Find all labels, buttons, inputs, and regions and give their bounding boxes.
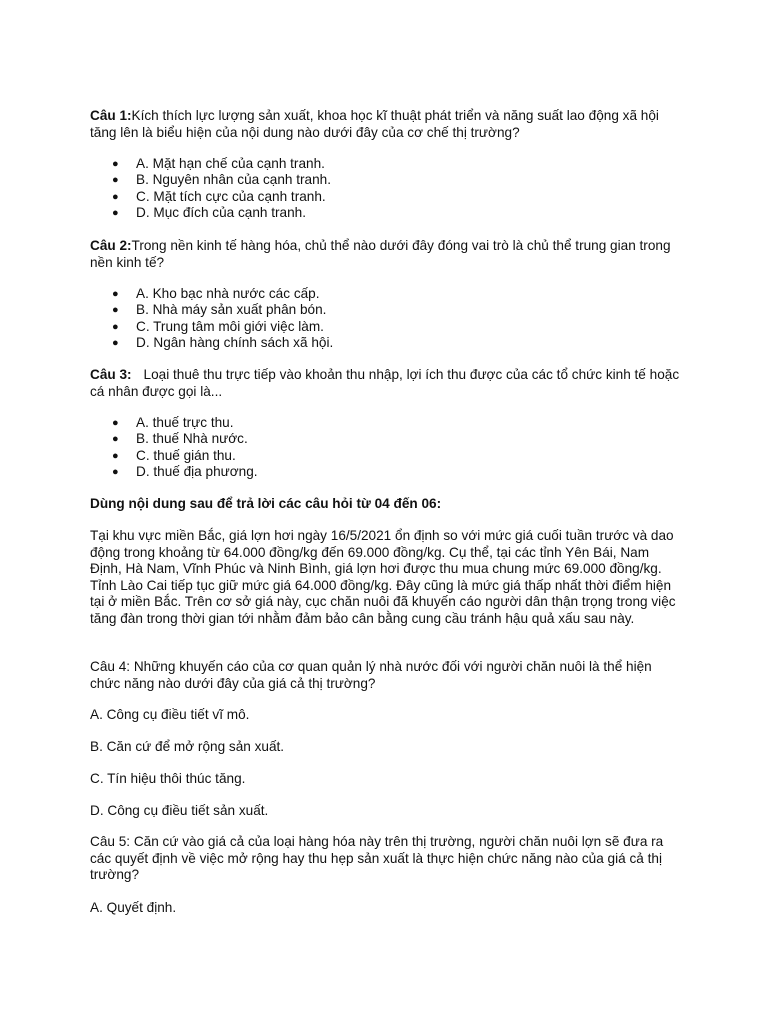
option-c: ● C. Trung tâm môi giới việc làm. (90, 319, 333, 335)
option-c: ● C. Mặt tích cực của cạnh tranh. (90, 189, 331, 205)
question-3 (90, 367, 680, 400)
q4-option-b: B. Căn cứ để mở rộng sản xuất. (90, 739, 285, 754)
question-2 (90, 238, 680, 271)
question-number: Câu 1: (90, 108, 132, 123)
question-1-options (90, 156, 331, 221)
question-3-options (90, 415, 258, 480)
option-d: ● D. thuế địa phương. (90, 464, 258, 480)
question-text: Kích thích lực lượng sản xuất, khoa học kĩ thuật phát triển và năng suất lao động xã hội tăng lên là biểu hiện của nội dung nào dưới đây của cơ chế thị trường? (90, 108, 659, 140)
question-number: Câu 3: (90, 367, 132, 382)
option-d: ● D. Ngân hàng chính sách xã hội. (90, 335, 333, 351)
question-text: Loại thuê thu trực tiếp vào khoản thu nhập, lợi ích thu được của các tổ chức kinh tế hoặc cá nhân được gọi là... (90, 367, 680, 399)
option-b: ● B. thuế Nhà nước. (90, 431, 258, 447)
passage: Tại khu vực miền Bắc, giá lợn hơi ngày 16/5/2021 ổn định so với mức giá cuối tuần trước và dao động trong khoảng từ 64.000 đồng/kg đến 69.000 đồng/kg. Cụ thể, tại các tỉnh Yên Bái, Nam Định, Hà Nam, Vĩnh Phúc và Ninh Bình, giá lợn hơi được thu mua chung mức 69.000 đồng/kg. Tỉnh Lào Cai tiếp tục giữ mức giá 64.000 đồng/kg. Đây cũng là mức giá thấp nhất thời điểm hiện tại ở miền Bắc. Trên cơ sở giá này, cục chăn nuôi đã khuyến cáo người dân thận trọng trong việc tăng đàn trong thời gian tới nhằm đảm bảo cân bằng cung cầu tránh hậu quả xấu sau này. (90, 528, 676, 626)
question-4: Câu 4: Những khuyến cáo của cơ quan quản lý nhà nước đối với người chăn nuôi là thể hiện chức năng nào dưới đây của giá cả thị trường? (90, 659, 652, 691)
option-b: ● B. Nhà máy sản xuất phân bón. (90, 302, 333, 318)
q4-option-a: A. Công cụ điều tiết vĩ mô. (90, 707, 250, 722)
instruction-heading: Dùng nội dung sau để trả lời các câu hỏi từ 04 đến 06: (90, 496, 442, 511)
question-1 (90, 108, 680, 141)
option-d: ● D. Mục đích của cạnh tranh. (90, 205, 331, 221)
q4-option-d: D. Công cụ điều tiết sản xuất. (90, 803, 269, 818)
q5-option-a: A. Quyết định. (90, 900, 177, 915)
question-5: Câu 5: Căn cứ vào giá cả của loại hàng hóa này trên thị trường, người chăn nuôi lợn sẽ đưa ra các quyết định về việc mở rộng hay thu hẹp sản xuất là thực hiện chức năng nào của giá cả thị trường? (90, 834, 664, 882)
q4-option-c: C. Tín hiệu thôi thúc tăng. (90, 771, 246, 786)
option-b: ● B. Nguyên nhân của cạnh tranh. (90, 172, 331, 188)
option-a: ● A. Mặt hạn chế của cạnh tranh. (90, 156, 331, 172)
question-text: Trong nền kinh tế hàng hóa, chủ thể nào dưới đây đóng vai trò là chủ thể trung gian trong nền kinh tế? (90, 238, 671, 270)
option-c: ● C. thuế gián thu. (90, 448, 258, 464)
question-number: Câu 2: (90, 238, 132, 253)
question-2-options (90, 286, 333, 351)
option-a: ● A. Kho bạc nhà nước các cấp. (90, 286, 333, 302)
option-a: ● A. thuế trực thu. (90, 415, 258, 431)
